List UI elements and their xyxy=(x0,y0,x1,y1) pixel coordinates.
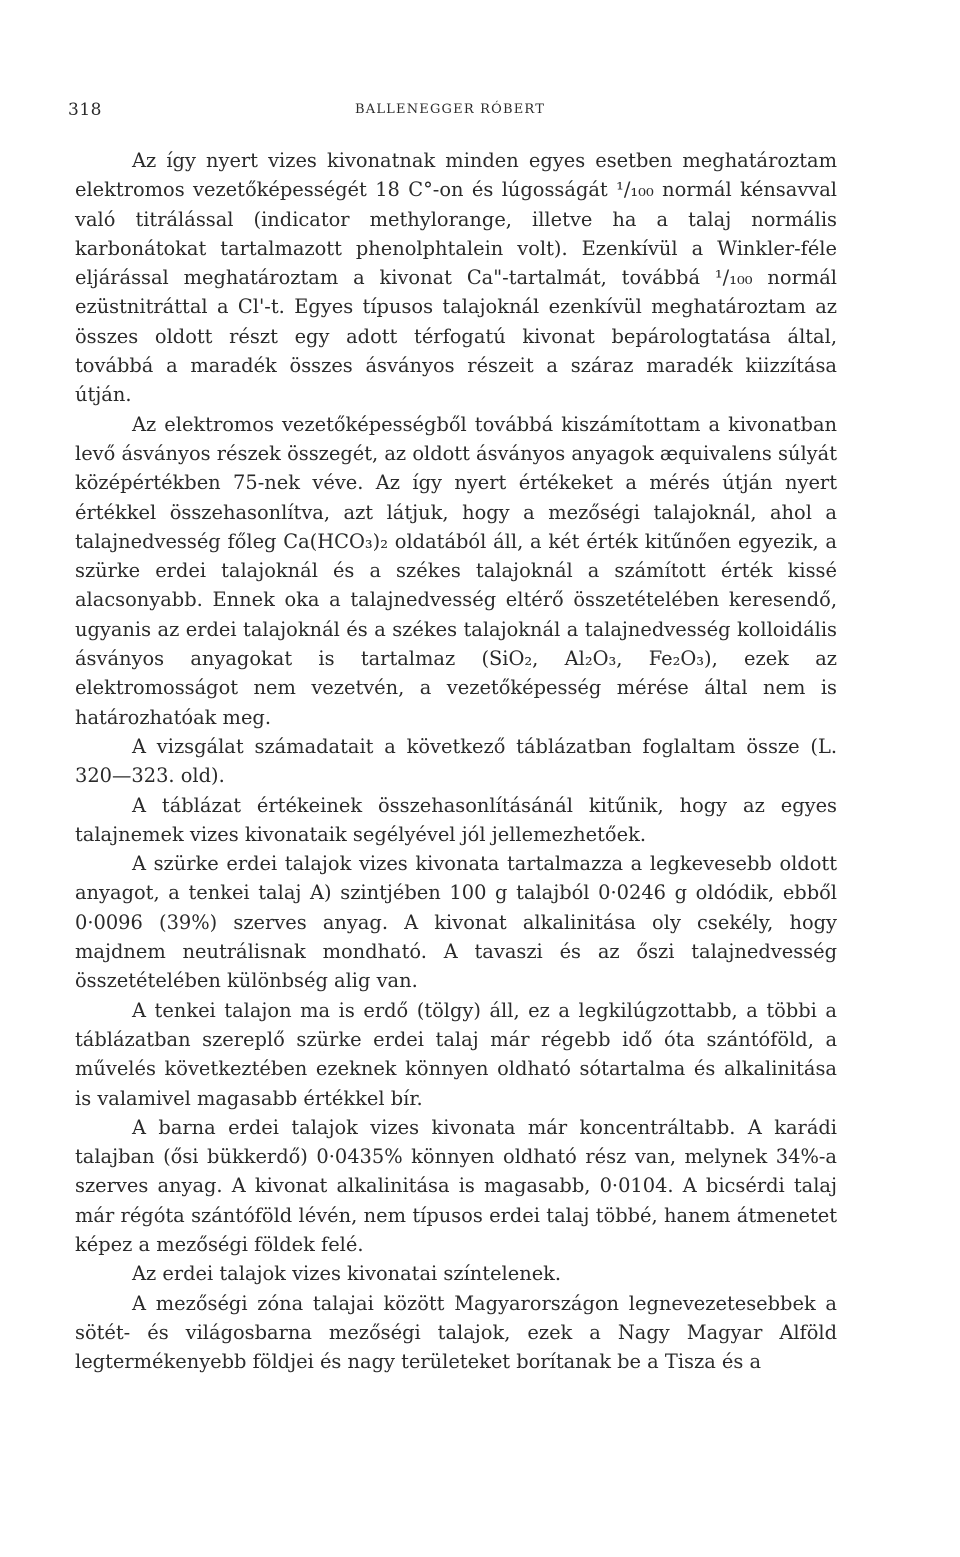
paragraph-4: A táblázat értékeinek összehasonlításánál kitűnik, hogy az egyes talajnemek vizes kivonataik segélyével jól jellemezhetőek. xyxy=(75,793,837,846)
paragraph-6: A tenkei talajon ma is erdő (tölgy) áll, ez a legkilúgzottabb, a többi a táblázatban szereplő szürke erdei talaj már régebb idő óta szántóföld, a művelés következtében ezeknek könnyen oldható sótartalma és alkalinitása is valamivel magasabb értékkel bír. xyxy=(75,998,837,1110)
paragraph-2: Az elektromos vezetőképességből továbbá kiszámítottam a kivonatban levő ásványos részek összegét, az oldott ásványos anyagok æquivalens súlyát középértékben 75-nek véve. Az így nyert értékeket a mérés útján nyert értékkel összehasonlítva, azt látjuk, hogy a mezőségi talajoknál, ahol a talajnedvesség főleg Ca(HCO₃)₂ oldatából áll, a két érték kitűnően egyezik, a szürke erdei talajoknál és a székes talajoknál a számított érték kissé alacsonyabb. Ennek oka a talajnedvesség eltérő összetételében keresendő, ugyanis az erdei talajoknál és a székes talajoknál a talajnedvesség kolloidális ásványos anyagokat is tartalmaz (SiO₂, Al₂O₃, Fe₂O₃), ezek az elektromosságot nem vezetvén, a vezetőképesség mérése által nem is határozhatóak meg. xyxy=(75,412,837,729)
body-text xyxy=(75,146,837,1376)
paragraph-3: A vizsgálat számadatait a következő táblázatban foglaltam össze (L. 320—323. old). xyxy=(75,734,837,788)
paragraph-8: Az erdei talajok vizes kivonatai színtelenek. xyxy=(132,1262,562,1286)
paragraph-9: A mezőségi zóna talajai között Magyarországon legnevezetesebbek a sötét- és világosbarna mezőségi talajok, ezek a Nagy Magyar Alföld legtermékenyebb földjei és nagy területeket borítanak be a Tisza és a xyxy=(75,1291,837,1374)
page-header xyxy=(68,100,898,124)
paragraph-5: A szürke erdei talajok vizes kivonata tartalmazza a legkevesebb oldott anyagot, a tenkei talaj A) szintjében 100 g talajból 0·0246 g oldódik, ebből 0·0096 (39%) szerves anyag. A kivonat alkalinitása oly csekély, hogy majdnem neutrálisnak mondható. A tavaszi és az őszi talajnedvesség összetételében különbség alig van. xyxy=(75,852,837,993)
paragraph-7: A barna erdei talajok vizes kivonata már koncentráltabb. A karádi talajban (ősi bükkerdő) 0·0435% könnyen oldható rész van, melynek 34%-a szerves anyag. A kivonat alkalinitása is magasabb, 0·0104. A bicsérdi talaj már régóta szántóföld lévén, nem típusos erdei talaj többé, hanem átmenetet képez a mezőségi földek felé. xyxy=(75,1115,837,1256)
paragraph-1: Az így nyert vizes kivonatnak minden egyes esetben meghatároztam elektromos vezetőképességét 18 C°-on és lúgosságát ¹/₁₀₀ normál kénsavval való titrálással (indicator methylorange, illetve ha a talaj normális karbonátokat tartalmazott phenolphtalein volt). Ezenkívül a Winkler-féle eljárással meghatároztam a kivonat Ca"-tartalmát, továbbá ¹/₁₀₀ normál ezüstnitráttal a Cl'-t. Egyes típusos talajoknál ezenkívül meghatároztam az összes oldott részt egy adott térfogatú kivonat bepárologtatása által, továbbá a maradék összes ásványos részeit a száraz maradék kiizzítása útján. xyxy=(75,149,837,407)
page-number: 318 xyxy=(68,100,102,120)
running-head: BALLENEGGER RÓBERT xyxy=(355,102,546,117)
